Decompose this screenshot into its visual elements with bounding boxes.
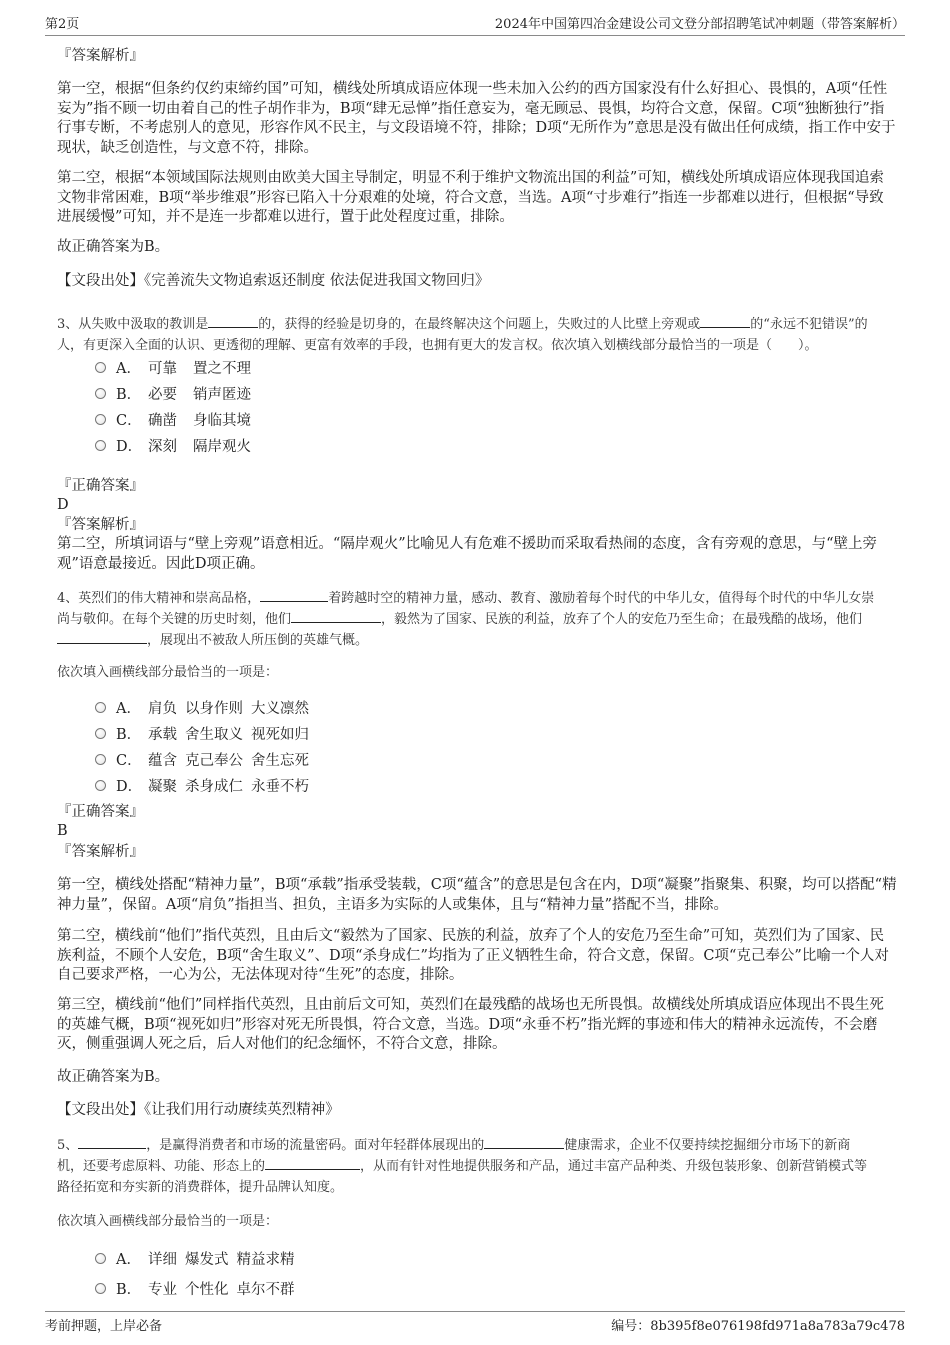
source-title: 《让我们用行动赓续英烈精神》 xyxy=(144,1102,340,1118)
source-label: 【文段出处】 xyxy=(57,273,144,289)
page-footer xyxy=(45,1311,905,1333)
q4-analysis-label: 『答案解析』 xyxy=(57,844,144,860)
radio-icon[interactable] xyxy=(95,1283,106,1294)
q2-conclusion: 故正确答案为B。 xyxy=(57,239,170,255)
radio-icon[interactable] xyxy=(95,728,106,739)
option-c[interactable]: C． 蕴含 克己奉公 舍生忘死 xyxy=(95,746,309,772)
blank-2 xyxy=(484,1135,564,1149)
question-4: 4、英烈们的伟大精神和崇高品格， 着跨越时空的精神力量，感动、教育、激励着每个时代的中华儿女，值得每个时代的中华儿女崇 尚与敬仰。在每个关键的历史时刻，他们 ，毅然为了国家、民族的利益，放弃了个人的安危乃至生命；在最残酷的战场，他们 ，展现出不被敌人所压倒的英雄气概。 xyxy=(57,588,897,651)
blank-1 xyxy=(260,588,328,602)
q4-source xyxy=(57,1101,897,1121)
q3-analysis-label: 『答案解析』 xyxy=(57,517,144,533)
q4-correct-label: 『正确答案』 xyxy=(57,804,144,820)
q4-analysis-p2: 第二空，横线前“他们”指代英烈，且由后文“毅然为了国家、民族的利益，放弃了个人的安危乃至生命”可知，英烈们为了国家、民族利益，不顾个人安危，B项“舍生取义”、D项“杀身成仁”均指为了正义牺牲生命，符合文意，保留。C项“克己奉公”比喻一个人对自己要求严格，一心为公，无法体现对待“生死”的态度，排除。 xyxy=(57,928,889,983)
option-c[interactable]: C． 确凿 身临其境 xyxy=(95,406,251,432)
blank-1 xyxy=(208,314,258,328)
q4-instruction: 依次填入画横线部分最恰当的一项是： xyxy=(57,665,279,680)
q5-instruction: 依次填入画横线部分最恰当的一项是： xyxy=(57,1214,279,1229)
document-id: 编号：8b395f8e076198fd971a8a783a79c478 xyxy=(611,1319,905,1334)
radio-icon[interactable] xyxy=(95,362,106,373)
blank-2 xyxy=(700,314,750,328)
q4-analysis-p3: 第三空，横线前“他们”同样指代英烈，且由前后文可知，英烈们在最残酷的战场也无所畏惧。故横线处所填成语应体现出不畏生死的英雄气概，B项“视死如归”形容对死无所畏惧，符合文意，当选。D项“永垂不朽”指光辉的事迹和伟大的精神永远流传，不会磨灭，侧重强调人死之后，后人对他们的纪念缅怀，不符合文意，排除。 xyxy=(57,997,884,1052)
option-d[interactable]: D． 深刻 隔岸观火 xyxy=(95,432,251,458)
question-5: 5、 ，是赢得消费者和市场的流量密码。面对年轻群体展现出的 健康需求，企业不仅要持续挖掘细分市场下的新商 机，还要考虑原料、功能、形态上的 ，从而有针对性地提供服务和产品，通过丰富产品种类、升级包装形象、创新营销模式等 路径拓宽和夯实新的消费群体，提升品牌认知度。 xyxy=(57,1135,897,1198)
q4-answer: B xyxy=(57,823,68,839)
radio-icon[interactable] xyxy=(95,702,106,713)
option-b[interactable]: B． 承载 舍生取义 视死如归 xyxy=(95,720,309,746)
page-header xyxy=(45,14,905,36)
page-number: 第2页 xyxy=(45,17,80,32)
radio-icon[interactable] xyxy=(95,754,106,765)
q2-analysis-p2: 第二空，根据“本领域国际法规则由欧美大国主导制定，明显不利于维护文物流出国的利益”可知，横线处所填成语应体现我国追索文物非常困难，B项“举步维艰”形容已陷入十分艰难的处境，符合文意，当选。A项“寸步难行”指连一步都难以进行，但根据“导致进展缓慢”可知，并不是连一步都难以进行，置于此处程度过重，排除。 xyxy=(57,170,884,225)
radio-icon[interactable] xyxy=(95,388,106,399)
q4-options xyxy=(95,694,309,798)
q5-options xyxy=(95,1243,295,1303)
q3-analysis: 第二空，所填词语与“壁上旁观”语意相近。“隔岸观火”比喻见人有危难不援助而采取看热闹的态度，含有旁观的意思，与“壁上旁观”语意最接近。因此D项正确。 xyxy=(57,536,878,572)
q3-options xyxy=(95,354,251,458)
source-label: 【文段出处】 xyxy=(57,1102,144,1118)
blank-1 xyxy=(78,1135,146,1149)
radio-icon[interactable] xyxy=(95,414,106,425)
blank-3 xyxy=(265,1156,360,1170)
option-b[interactable]: B． 必要 销声匿迹 xyxy=(95,380,251,406)
q2-source xyxy=(57,272,897,292)
radio-icon[interactable] xyxy=(95,780,106,791)
q3-correct-label: 『正确答案』 xyxy=(57,478,144,494)
q3-answer: D xyxy=(57,497,69,513)
option-b[interactable]: B． 专业 个性化 卓尔不群 xyxy=(95,1273,295,1303)
q2-analysis-label: 『答案解析』 xyxy=(57,48,144,64)
footer-slogan: 考前押题，上岸必备 xyxy=(45,1319,163,1334)
option-d[interactable]: D． 凝聚 杀身成仁 永垂不朽 xyxy=(95,772,309,798)
blank-2 xyxy=(291,609,381,623)
option-a[interactable]: A． 详细 爆发式 精益求精 xyxy=(95,1243,295,1273)
q2-analysis-p1: 第一空，根据“但条约仅约束缔约国”可知，横线处所填成语应体现一些未加入公约的西方国家没有什么好担心、畏惧的，A项“任性妄为”指不顾一切由着自己的性子胡作非为，B项“肆无忌惮”指任意妄为，毫无顾忌、畏惧，均符合文意，保留。C项“独断独行”指行事专断，不考虑别人的意见，形容作风不民主，与文段语境不符，排除；D项“无所作为”意思是没有做出任何成绩，指工作中安于现状，缺乏创造性，与文意不符，排除。 xyxy=(57,81,896,156)
option-a[interactable]: A． 肩负 以身作则 大义凛然 xyxy=(95,694,309,720)
radio-icon[interactable] xyxy=(95,440,106,451)
question-3: 3、从失败中汲取的教训是 的，获得的经验是切身的，在最终解决这个问题上，失败过的人比壁上旁观或 的“永远不犯错误”的 人，有更深入全面的认识、更透彻的理解、更富有效率的手段，也拥有更大的发言权。依次填入划横线部分最恰当的一项是（ ）。 xyxy=(57,314,897,356)
q4-conclusion: 故正确答案为B。 xyxy=(57,1069,170,1085)
q4-analysis-p1: 第一空，横线处搭配“精神力量”，B项“承载”指承受装载，C项“蕴含”的意思是包含在内，D项“凝聚”指聚集、积聚，均可以搭配“精神力量”，保留。A项“肩负”指担当、担负，主语多为实际的人或集体，且与“精神力量”搭配不当，排除。 xyxy=(57,877,897,913)
blank-3 xyxy=(57,630,147,644)
radio-icon[interactable] xyxy=(95,1253,106,1264)
document-title: 2024年中国第四冶金建设公司文登分部招聘笔试冲刺题（带答案解析） xyxy=(494,17,905,32)
option-a[interactable]: A． 可靠 置之不理 xyxy=(95,354,251,380)
source-title: 《完善流失文物追索返还制度 依法促进我国文物回归》 xyxy=(144,273,490,289)
